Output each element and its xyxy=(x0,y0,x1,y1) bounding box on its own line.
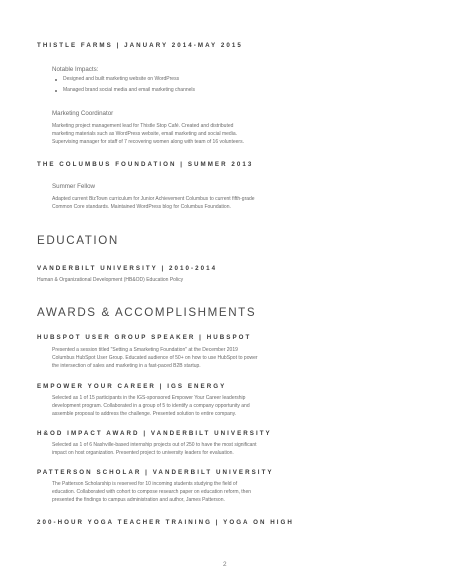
summer-fellow-role: Summer Fellow xyxy=(52,183,95,190)
education-degree-line: Human & Organizational Development (HB&OD) Education Policy xyxy=(37,277,184,283)
hod-line-1: Selected as 1 of 6 Nashville-based internship projects out of 250 to have the most significant xyxy=(52,442,257,448)
columbus-line-2: Common Core standards. Maintained WordPress blog for Columbus Foundation. xyxy=(52,204,231,210)
columbus-line-1: Adapted current BizTown curriculum for Junior Achievement Columbus to current fifth-grade xyxy=(52,196,255,202)
thistle-line-1: Marketing project management lead for Thistle Stop Café. Created and distributed xyxy=(52,123,234,129)
thistle-line-2: marketing materials such as WordPress website, email marketing and social media. xyxy=(52,131,237,137)
thistle-farms-heading: THISTLE FARMS | JANUARY 2014-MAY 2015 xyxy=(37,42,243,49)
hubspot-speaker-heading: HUBSPOT USER GROUP SPEAKER | HUBSPOT xyxy=(37,334,252,341)
patterson-line-2: education. Collaborated with cohort to compose research paper on education reform, then xyxy=(52,489,252,495)
columbus-foundation-heading: THE COLUMBUS FOUNDATION | SUMMER 2013 xyxy=(37,161,254,168)
education-section-title: EDUCATION xyxy=(37,234,119,247)
empower-line-2: development program. Collaborated in a group of 5 to identify a company opportunity and xyxy=(52,403,250,409)
hubspot-line-1: Presented a session titled "Setting a Smarketing Foundation" at the December 2019 xyxy=(52,347,238,353)
page-number: 2 xyxy=(223,561,227,568)
patterson-line-3: presented the findings to campus administration and author, James Patterson. xyxy=(52,497,225,503)
empower-career-heading: EMPOWER YOUR CAREER | IGS ENERGY xyxy=(37,383,227,390)
hod-impact-award-heading: H&OD IMPACT AWARD | VANDERBILT UNIVERSITY xyxy=(37,430,272,437)
yoga-training-heading: 200-HOUR YOGA TEACHER TRAINING | YOGA ON HIGH xyxy=(37,519,294,526)
bullet-icon xyxy=(55,79,57,81)
marketing-coordinator-role: Marketing Coordinator xyxy=(52,110,114,117)
thistle-line-3: Supervising manager for staff of 7 recovering women along with team of 16 volunteers. xyxy=(52,139,244,145)
hubspot-line-3: the intersection of sales and marketing in a fast-paced B2B startup. xyxy=(52,363,201,369)
patterson-line-1: The Patterson Scholarship is reserved for 10 incoming students studying the field of xyxy=(52,481,238,487)
hubspot-line-2: Columbus HubSpot User Group. Educated audience of 50+ on how to use HubSpot to power xyxy=(52,355,258,361)
hod-line-2: impact on host organization. Presented project to university leaders for evaluation. xyxy=(52,450,234,456)
empower-line-1: Selected as 1 of 15 participants in the IGS-sponsored Empower Your Career leadership xyxy=(52,395,246,401)
vanderbilt-heading: VANDERBILT UNIVERSITY | 2010-2014 xyxy=(37,265,218,272)
patterson-scholar-heading: PATTERSON SCHOLAR | VANDERBILT UNIVERSITY xyxy=(37,469,274,476)
awards-section-title: AWARDS & ACCOMPLISHMENTS xyxy=(37,306,257,319)
impact-bullet-2: Managed brand social media and email marketing channels xyxy=(63,87,196,93)
bullet-icon xyxy=(55,90,57,92)
impact-bullet-1: Designed and built marketing website on WordPress xyxy=(63,76,180,82)
notable-impacts-title: Notable Impacts: xyxy=(52,66,99,73)
empower-line-3: assemble proposal to address the challenge. Presented solution to entire company. xyxy=(52,411,237,417)
